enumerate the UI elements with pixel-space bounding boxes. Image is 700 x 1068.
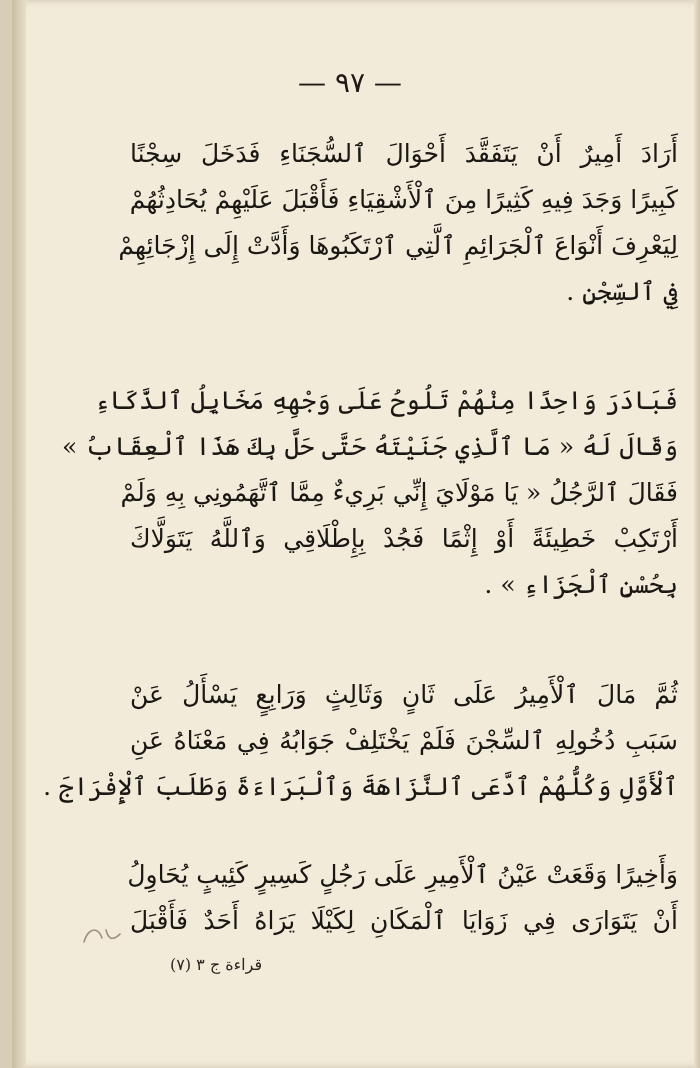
text-line: فِي ٱلسِّجْنِ .: [566, 277, 678, 306]
text-line: ثُمَّ مَالَ ٱلْأَمِيرُ عَلَى ثَانٍ وَثَالِثٍ وَرَابِعٍ يَسْأَلُ عَنْ: [130, 680, 678, 709]
text-line: أَنْ يَتَوَارَى فِي زَوَايَا ٱلْمَكَانِ لِكَيْلَا يَرَاهُ أَحَدٌ فَأَقْبَلَ: [130, 906, 678, 935]
paragraph-4: [127, 852, 678, 944]
page-outer-edge: [694, 0, 700, 1068]
signature-footer: قراءة ج ٣ (٧): [170, 955, 263, 974]
text-line: ٱلْأَوَّلِ وَكُلُّهُمْ ٱدَّعَى ٱلنَّزَاهَةَ وَٱلْبَرَاءَةَ وَطَلَبَ ٱلْإِفْرَاجَ .: [43, 772, 678, 801]
paragraph-2: [61, 378, 678, 608]
text-line: بِحُسْنِ ٱلْجَزَاءِ » .: [484, 570, 678, 599]
text-line: أَرْتَكِبْ خَطِيئَةً أَوْ إِثْمًا فَجُدْ بِإِطْلَاقِي وَٱللَّهُ يَتَوَلَّاكَ: [130, 524, 678, 553]
text-line: لِيَعْرِفَ أَنْوَاعَ ٱلْجَرَائِمِ ٱلَّتِي ٱرْتَكَبُوهَا وَأَدَّتْ إِلَى إِزْجَائِهِمْ: [118, 231, 678, 260]
text-line: فَبَادَرَ وَاحِدًا مِنْهُمْ تَلُوحُ عَلَى وَجْهِهِ مَخَايِلُ ٱلذَّكَاءِ: [95, 386, 678, 415]
page-binding-edge: [12, 0, 26, 1068]
paragraph-3: [43, 672, 678, 810]
text-line: كَبِيرًا وَجَدَ فِيهِ كَثِيرًا مِنَ ٱلْأَشْقِيَاءِ فَأَقْبَلَ عَلَيْهِمْ يُحَادِثُهُمْ: [129, 185, 678, 214]
text-line: وَأَخِيرًا وَقَعَتْ عَيْنُ ٱلْأَمِيرِ عَلَى رَجُلٍ كَسِيرٍ كَئِيبٍ يُحَاوِلُ: [127, 860, 678, 889]
text-line: فَقَالَ ٱلرَّجُلُ « يَا مَوْلَايَ إِنِّي بَرِيءٌ مِمَّا ٱتَّهَمُونِي بِهِ وَلَمْ: [120, 478, 678, 507]
text-line: سَبَبِ دُخُولِهِ ٱلسِّجْنَ فَلَمْ يَخْتَلِفْ جَوَابُهُ فِي مَعْنَاهُ عَنِ: [130, 726, 678, 755]
paragraph-1: [118, 131, 678, 315]
pencil-margin-mark: [78, 920, 126, 950]
text-line: أَرَادَ أَمِيرٌ أَنْ يَتَفَقَّدَ أَحْوَالَ ٱلسُّجَنَاءِ فَدَخَلَ سِجْنًا: [130, 139, 678, 168]
text-line: وَقَالَ لَهُ « مَا ٱلَّذِي جَنَيْتَهُ حَتَّى حَلَّ بِكَ هَذَا ٱلْعِقَابُ »: [61, 432, 678, 461]
page-number: — ٩٧ —: [298, 66, 402, 99]
